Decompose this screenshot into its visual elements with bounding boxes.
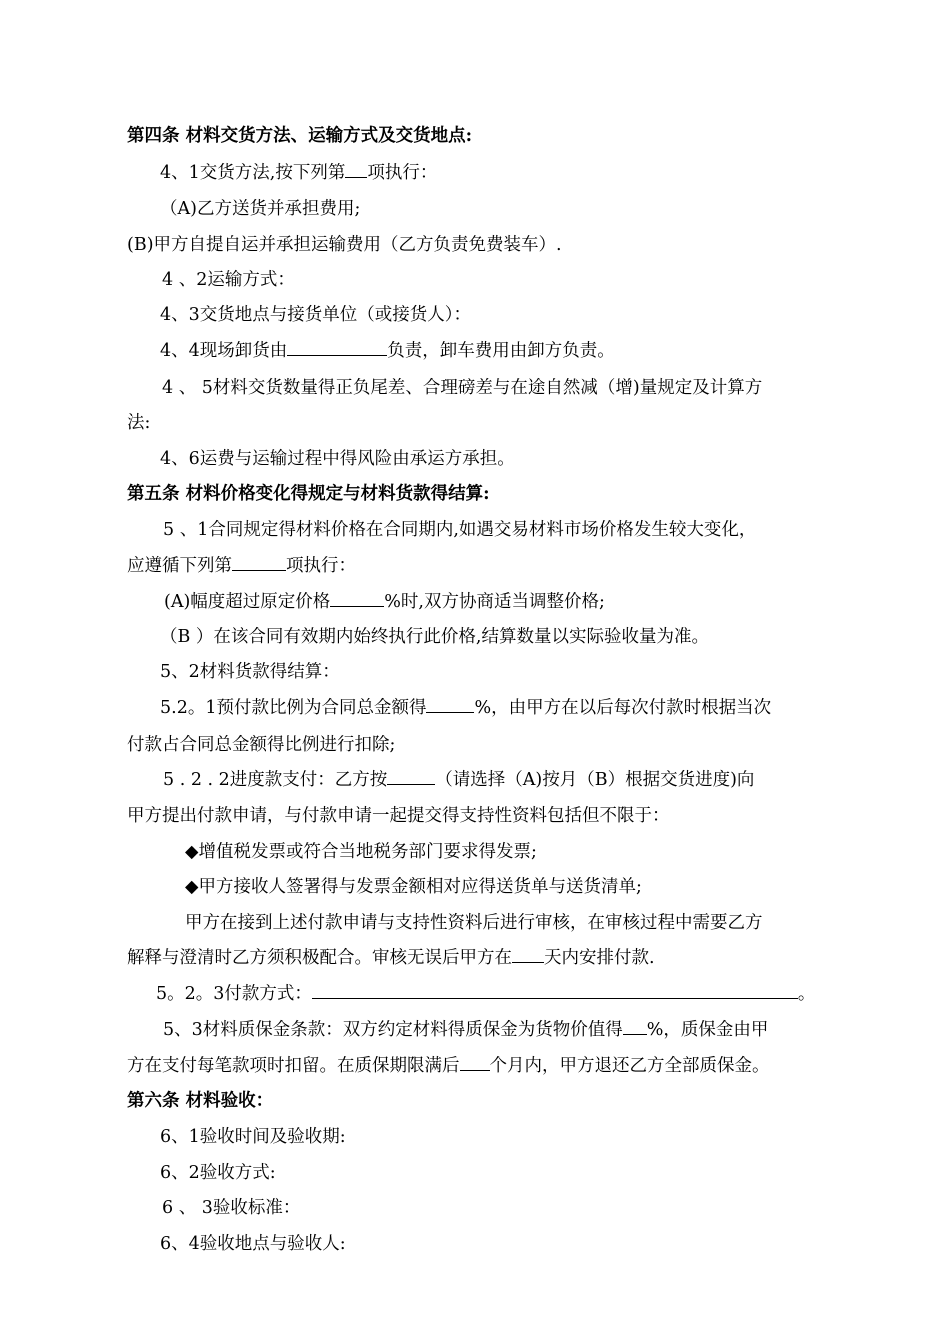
clause-5-2-1-cont: 付款占合同总金额得比例进行扣除;	[127, 735, 396, 755]
fill-blank[interactable]	[426, 696, 474, 713]
article-4-heading: 第四条 材料交货方法、运输方式及交货地点:	[127, 126, 473, 146]
clause-4-6: 4、6运费与运输过程中得风险由承运方承担。	[160, 449, 515, 469]
clause-6-3: 6 、 3验收标准：	[162, 1198, 301, 1218]
clause-4-5: 4 、 5材料交货数量得正负尾差、合理磅差与在途自然减（增)量规定及计算方	[162, 378, 763, 398]
review-paragraph: 甲方在接到上述付款申请与支持性资料后进行审核，在审核过程中需要乙方	[185, 913, 763, 933]
option-5-1-a: (A)幅度超过原定价格 %时,双方协商适当调整价格;	[164, 592, 605, 612]
clause-5-1: 5 、1合同规定得材料价格在合同期内,如遇交易材料市场价格发生较大变化，	[163, 520, 757, 540]
fill-blank[interactable]	[345, 161, 367, 178]
fill-blank[interactable]	[460, 1054, 490, 1071]
clause-4-2: 4 、2运输方式：	[162, 270, 295, 290]
fill-blank[interactable]	[287, 339, 387, 356]
option-4-1-b: (B)甲方自提自运并承担运输费用（乙方负责免费装车）.	[127, 235, 562, 255]
option-5-1-b: （B ）在该合同有效期内始终执行此价格,结算数量以实际验收量为准。	[160, 627, 709, 647]
clause-6-2: 6、2验收方式:	[160, 1163, 276, 1183]
clause-5-2: 5、2材料货款得结算：	[160, 662, 340, 682]
option-4-1-a: （A)乙方送货并承担费用;	[160, 199, 361, 219]
clause-6-4: 6、4验收地点与验收人:	[160, 1234, 346, 1254]
fill-blank[interactable]	[512, 946, 544, 963]
clause-5-2-1: 5.2。1预付款比例为合同总金额得 %，由甲方在以后每次付款时根据当次	[160, 698, 772, 718]
clause-5-2-2: 5 . 2 . 2进度款支付：乙方按 （请选择（A)按月（B）根据交货进度)向	[163, 770, 755, 790]
article-5-heading: 第五条 材料价格变化得规定与材料货款得结算:	[127, 484, 490, 504]
clause-5-3-cont: 方在支付每笔款项时扣留。在质保期限满后 个月内，甲方退还乙方全部质保金。	[127, 1056, 770, 1076]
clause-4-1: 4、1交货方法,按下列第 项执行：	[160, 163, 438, 183]
fill-blank[interactable]	[330, 590, 384, 607]
clause-5-2-2-cont: 甲方提出付款申请，与付款申请一起提交得支持性资料包括但不限于：	[127, 806, 670, 826]
bullet-invoice: ◆增值税发票或符合当地税务部门要求得发票;	[185, 842, 537, 862]
clause-4-3: 4、3交货地点与接货单位（或接货人）：	[160, 305, 472, 325]
bullet-delivery-note: ◆甲方接收人签署得与发票金额相对应得送货单与送货清单;	[185, 877, 642, 897]
clause-5-2-3: 5。2。3付款方式： 。	[156, 984, 816, 1004]
clause-4-5-cont: 法:	[127, 413, 151, 433]
fill-blank[interactable]	[623, 1018, 647, 1035]
article-6-heading: 第六条 材料验收：	[127, 1091, 274, 1111]
fill-blank[interactable]	[232, 554, 286, 571]
fill-blank[interactable]	[312, 982, 798, 999]
clause-4-4: 4、4现场卸货由 负责，卸车费用由卸方负责。	[160, 341, 615, 361]
clause-5-3: 5、3材料质保金条款：双方约定材料得质保金为货物价值得 %，质保金由甲	[163, 1020, 769, 1040]
fill-blank[interactable]	[387, 768, 435, 785]
review-paragraph-cont: 解释与澄清时乙方须积极配合。审核无误后甲方在 天内安排付款.	[127, 948, 655, 968]
clause-5-1-cont: 应遵循下列第 项执行：	[127, 556, 356, 576]
clause-6-1: 6、1验收时间及验收期:	[160, 1127, 346, 1147]
